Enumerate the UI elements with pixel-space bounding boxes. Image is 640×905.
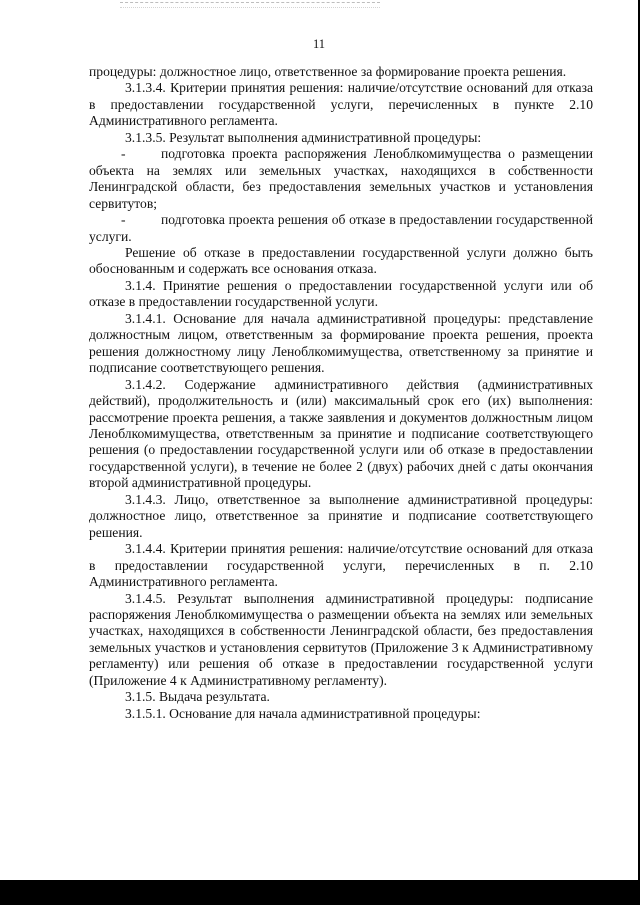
document-body	[89, 64, 593, 722]
list-item-text: подготовка проекта распоряжения Леноблкомимущества о размещении объекта на землях или земельных участках, находящихся в собственности Ленинградской области, без предоставления земельных участков и установления сервитутов;	[89, 146, 593, 211]
paragraph: 3.1.3.5. Результат выполнения административной процедуры:	[125, 129, 482, 145]
page-number: 11	[312, 37, 326, 51]
paragraph: 3.1.4. Принятие решения о предоставлении государственной услуги или об отказе в предоставлении государственной услуги.	[89, 277, 593, 310]
paragraph: 3.1.5.1. Основание для начала административной процедуры:	[125, 705, 481, 721]
scan-artifact	[120, 2, 380, 8]
paragraph: 3.1.4.2. Содержание административного действия (административных действий), продолжительность и (или) максимальный срок его (их) выполнения: рассмотрение проекта решения, а также заявления и документов должностным лицом Леноблкомимущества, ответственным за принятие и подписание соответствующего решения (о предоставлении государственной услуги или об отказе в предоставлении государственной услуги), в течение не более 2 (двух) рабочих дней с даты окончания второй административной процедуры.	[89, 376, 593, 491]
paragraph: Решение об отказе в предоставлении государственной услуги должно быть обоснованным и содержать все основания отказа.	[89, 244, 593, 277]
list-item	[89, 212, 593, 245]
paragraph: 3.1.4.4. Критерии принятия решения: наличие/отсутствие оснований для отказа в предоставлении государственной услуги, перечисленных в п. 2.10 Административного регламента.	[89, 541, 593, 590]
paragraph: 3.1.3.4. Критерии принятия решения: наличие/отсутствие оснований для отказа в предоставлении государственной услуги, перечисленных в пункте 2.10 Административного регламента.	[89, 80, 593, 129]
list-dash-marker: -	[121, 146, 126, 162]
paragraph: 3.1.4.3. Лицо, ответственное за выполнение административной процедуры: должностное лицо, ответственное за принятие и подписание соответствующего решения.	[89, 491, 593, 540]
list-item	[89, 146, 593, 212]
paragraph: 3.1.4.1. Основание для начала административной процедуры: представление должностным лицом, ответственным за формирование проекта решения, проекта решения должностному лицу Леноблкомимущества, ответственному за принятие и подписание соответствующего решения.	[89, 310, 593, 376]
paragraph-continuation: процедуры: должностное лицо, ответственное за формирование проекта решения.	[89, 64, 567, 79]
list-item-text: подготовка проекта решения об отказе в предоставлении государственной услуги.	[89, 212, 593, 244]
paragraph: 3.1.5. Выдача результата.	[125, 689, 270, 705]
list-dash-marker: -	[121, 212, 126, 228]
paragraph: 3.1.4.5. Результат выполнения административной процедуры: подписание распоряжения Леноблкомимущества о размещении объекта на землях или земельных участках, находящихся в собственности Ленинградской области, без предоставления земельных участков и установления сервитутов (Приложение 3 к Административному регламенту) или решения об отказе в предоставлении государственной услуги (Приложение 4 к Административному регламенту).	[89, 590, 593, 688]
